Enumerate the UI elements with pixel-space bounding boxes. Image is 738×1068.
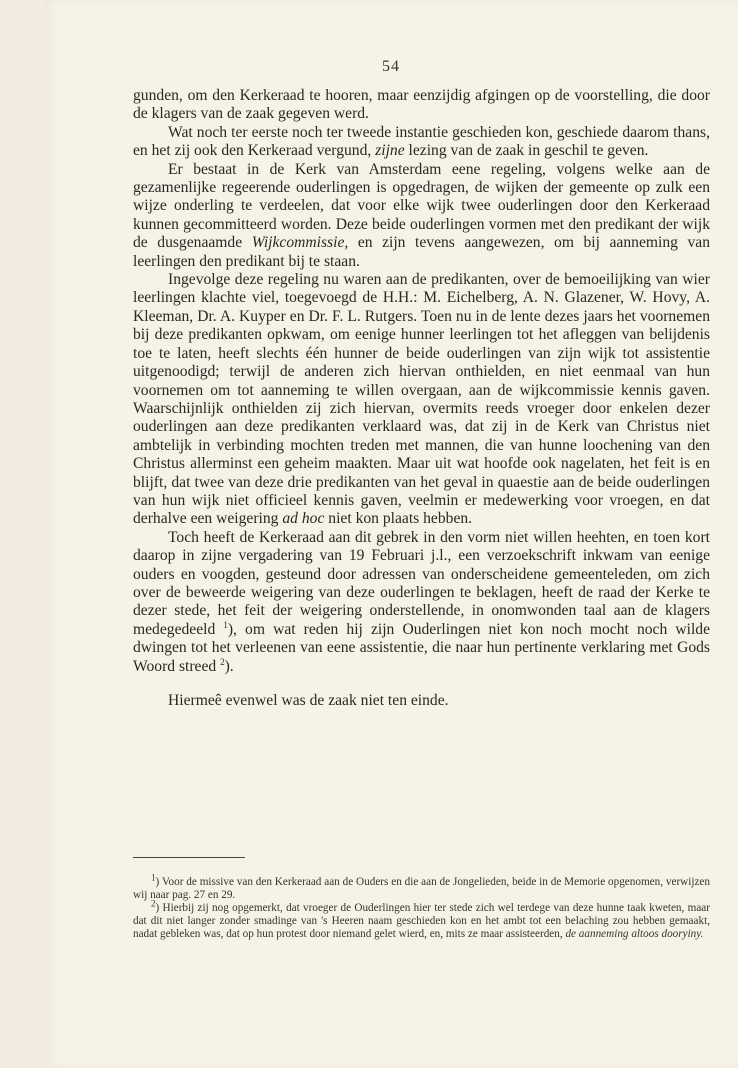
paragraph [133,692,710,710]
text-run: ), om wat reden hij zijn Ouderlingen niet kon noch mocht noch wilde dwingen tot het verleenen van eene assistentie, die naar hun pertinente verklaring met Gods Woord streed [133,620,710,675]
text-run: Ingevolge deze regeling nu waren aan de predikanten, over de bemoeilijking van wier leerlingen klachte viel, toegevoegd de H.H.: M. Eichelberg, A. N. Glazener, W. Hovy, A. Kleeman, Dr. A. Kuyper en Dr. F. L. Rutgers. Toen nu in de lente dezes jaars het voornemen bij deze predikanten opkwam, om eenige hunner leerlingen tot het afleggen van belijdenis toe te laten, heeft slechts één hunner de beide ouderlingen van zijn wijk tot assistentie uitgenoodigd; terwijl de anderen zich hiervan onthielden, en niet eenmaal van hun voornemen om tot aanneming te willen overgaan, aan de wijkcommissie kennis gaven. Waarschijnlijk onthielden zij zich hiervan, overmits reeds vroeger door enkelen dezer ouderlingen aan deze predikanten verklaard was, dat zij in de Kerk van Christus niet ambtelijk in verbinding mochten treden met mannen, die van hunne loochening van den Christus allerminst een geheim maakten. Maar uit wat hoofde ook nagelaten, het feit is en blijft, dat twee van deze drie predikanten van het geval in quaestie aan de beide ouderlingen van hun wijk niet officieel kennis gaven, veelmin er medewerking voor vroegen, en dat derhalve een weigering [133,271,710,528]
text-run: ) Voor de missive van den Kerkeraad aan de Ouders en die aan de Jongelieden, beide in de Memorie opgenomen, verwijzen wij naar pag. 27 en 29. [133,876,710,902]
footnote-reference: 1 [223,619,228,630]
footnotes [133,872,710,941]
text-run: lezing van de zaak in geschil te geven. [404,142,649,160]
text-run: en zijn tevens aangewezen, om bij aanneming van leerlingen den predikant bij te staan. [133,234,710,270]
paragraph [133,124,710,161]
text-run: niet kon plaats hebben. [324,510,473,528]
footnote-reference: 1 [151,872,156,883]
italic-text: ad hoc [282,510,325,528]
footnote [133,872,710,902]
text-run: Toch heeft de Kerkeraad aan dit gebrek in den vorm niet willen heehten, en toen kort daarop in zijne vergadering van 19 Februari j.l., een verzoekschrift inkwam van eenige ouders en voogden, gesteund door adressen van onderscheidene gemeenteleden, om zich over de beweerde weigering van deze ouderlingen te beklagen, heeft de raad der Kerke te dezer stede, het feit der weigering onderstellende, in onomwonden taal aan de klagers medegedeeld [133,528,710,638]
text-run: Hiermeê evenwel was de zaak niet ten einde. [168,692,449,709]
text-run: ) Hierbij zij nog opgemerkt, dat vroeger de Ouderlingen hier ter stede zich wel terdege van deze hunne taak kweten, maar dat dit niet langer zonder smadinge van 's Heeren naam geschieden kon en het ambt tot een belaching zou hebben gemaakt, nadat gebleken was, dat op hun protest door niemand gelet wierd, en, mits ze maar assisteerden, [133,902,710,941]
text-run: gunden, om den Kerkeraad te hooren, maar eenzijdig afgingen op de voorstelling, die door de klagers van de zaak gegeven werd. [133,87,710,123]
paragraph [133,87,710,124]
paragraph [133,529,710,676]
italic-text: Wijkcommissie, [251,234,349,252]
text-run: Er bestaat in de Kerk van Amsterdam eene regeling, volgens welke aan de gezamenlijke regeerende ouderlingen is opgedragen, de wijken der gemeente op zulk een wijze onderling te verdeelen, dat voor elke wijk twee ouderlingen door den Kerkeraad kunnen gecommitteerd worden. Deze beide ouderlingen vormen met den predikant der wijk de dusgenaamde [133,160,710,252]
book-page [44,0,738,1068]
footnote-reference: 2 [151,898,156,909]
text-run: ). [224,657,234,675]
footnote-divider [133,857,245,858]
text-run: Wat noch ter eerste noch ter tweede instantie geschieden kon, geschiede daarom thans, en het zij ook den Kerkeraad vergund, [133,123,710,160]
italic-text: de aanneming altoos dooryiny. [565,928,704,941]
footnote-reference: 2 [220,656,225,667]
body-text [133,87,710,710]
page-number: 54 [382,58,400,75]
footnote [133,898,710,941]
paragraph [133,271,710,529]
italic-text: zijne [375,142,405,160]
paragraph [133,161,710,271]
